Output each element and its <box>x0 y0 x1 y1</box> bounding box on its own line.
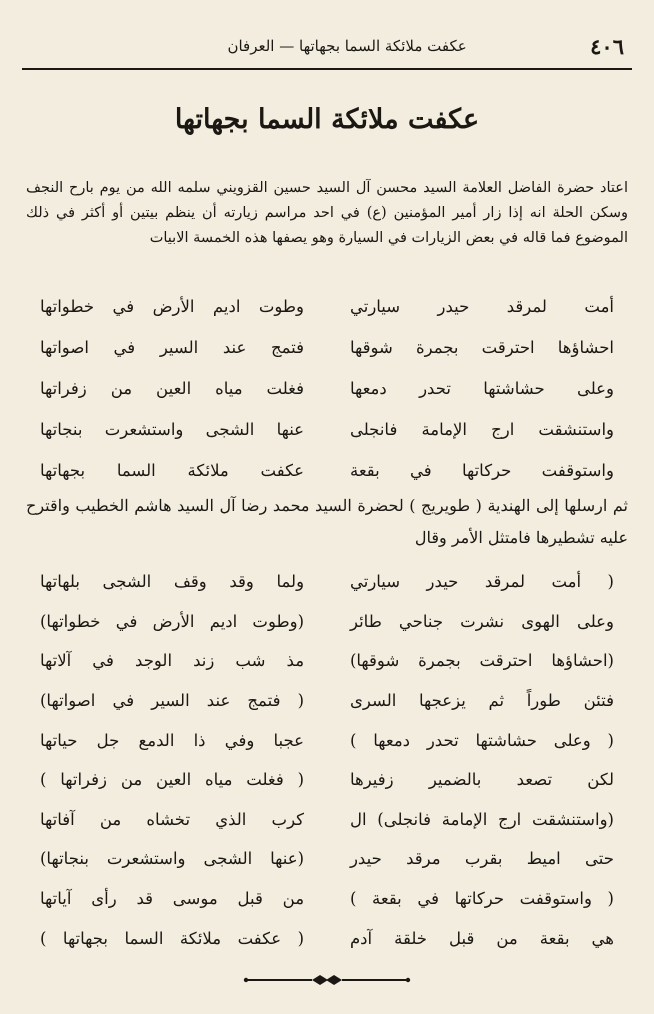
verse-first-hemistich: ( وعلى حشاشتها تحدر دمعها ) <box>349 730 614 750</box>
header-rule <box>22 68 632 70</box>
verse-first-hemistich: وعلى حشاشتها تحدر دمعها <box>349 379 614 398</box>
page-number: ٤٠٦ <box>590 33 624 59</box>
verse-first-hemistich: واستنشقت ارج الإمامة فانجلى <box>349 420 614 439</box>
poem-verse <box>40 800 614 840</box>
poem-verse <box>40 450 614 491</box>
verse-second-hemistich: ( عكفت ملائكة السما بجهاتها ) <box>40 928 305 948</box>
verse-first-hemistich: ( واستوقفت حركاتها في بقعة ) <box>349 889 614 909</box>
verse-second-hemistich: عكفت ملائكة السما بجهاتها <box>40 461 305 480</box>
poem-verse <box>40 327 614 368</box>
verse-first-hemistich: (احشاؤها احترقت بجمرة شوقها) <box>349 651 614 671</box>
verse-first-hemistich: حتى اميط بقرب مرقد حيدر <box>349 849 614 869</box>
intro-paragraph: اعتاد حضرة الفاضل العلامة السيد محسن آل السيد حسين القزويني سلمه الله من يوم بارح النجف وسكن الحلة انه إذا زار أمير المؤمنين (ع) في احد مراسم زيارته أن ينظم بيتين أو أكثر في ذلك الموضوع فما قاله في بعض الزيارات في السيارة وهو يصفها هذه الخمسة الابيات <box>26 180 628 246</box>
poem-verse <box>40 760 614 800</box>
verse-second-hemistich: مذ شب زند الوجد في آلاتها <box>40 651 305 671</box>
ornament-divider-icon <box>242 972 412 988</box>
poem-verse <box>40 839 614 879</box>
poem-verse <box>40 641 614 681</box>
poem-verse <box>40 879 614 919</box>
verse-second-hemistich: عجبا وفي ذا الدمع جل حياتها <box>40 730 305 750</box>
poem-verse <box>40 681 614 721</box>
verse-second-hemistich: فغلت مياه العين من زفراتها <box>40 379 305 398</box>
poem-verse <box>40 286 614 327</box>
verse-first-hemistich: وعلى الهوى نشرت جناحي طائر <box>349 611 614 631</box>
poem-verse <box>40 368 614 409</box>
poem-verse <box>40 720 614 760</box>
running-title: عكفت ملائكة السما بجهاتها — العرفان <box>227 37 467 55</box>
verse-second-hemistich: ( فغلت مياه العين من زفراتها ) <box>40 770 305 790</box>
verse-first-hemistich: واستوقفت حركاتها في بقعة <box>349 461 614 480</box>
transition-paragraph: ثم ارسلها إلى الهندية ( طويريج ) لحضرة السيد محمد رضا آل السيد هاشم الخطيب واقترح عليه تشطيرها فامتثل الأمر وقال <box>26 496 628 547</box>
poem-verse <box>40 918 614 958</box>
poem-verse <box>40 602 614 642</box>
verse-second-hemistich: كرب الذي تخشاه من آفاتها <box>40 809 305 829</box>
verse-first-hemistich: لكن تصعد بالضمير زفيرها <box>349 770 614 790</box>
verse-second-hemistich: ولما وقد وقف الشجى بلهاتها <box>40 572 305 592</box>
verse-first-hemistich: ( أمت لمرقد حيدر سيارتي <box>349 572 614 592</box>
expanded-poem <box>40 562 614 958</box>
verse-second-hemistich: وطوت اديم الأرض في خطواتها <box>40 297 305 316</box>
verse-first-hemistich: أمت لمرقد حيدر سيارتي <box>349 297 614 316</box>
verse-first-hemistich: احشاؤها احترقت بجمرة شوقها <box>349 338 614 357</box>
end-ornament <box>0 972 654 988</box>
verse-first-hemistich: هي بقعة من قبل خلقة آدم <box>349 928 614 948</box>
verse-first-hemistich: (واستنشقت ارج الإمامة فانجلى) ال <box>349 809 614 829</box>
verse-second-hemistich: (عنها الشجى واستشعرت بنجاتها) <box>40 849 305 869</box>
poem-verse <box>40 562 614 602</box>
poem-verse <box>40 409 614 450</box>
poem-title: عكفت ملائكة السما بجهاتها <box>174 104 480 135</box>
verse-second-hemistich: (وطوت اديم الأرض في خطواتها) <box>40 611 305 631</box>
original-poem <box>40 286 614 491</box>
page-header <box>24 28 630 64</box>
verse-second-hemistich: فتمج عند السير في اصواتها <box>40 338 305 357</box>
verse-second-hemistich: من قبل موسى قد رأى آياتها <box>40 889 305 909</box>
verse-first-hemistich: فتئن طوراً ثم يزعجها السرى <box>349 691 614 711</box>
verse-second-hemistich: ( فتمج عند السير في اصواتها) <box>40 691 305 711</box>
verse-second-hemistich: عنها الشجى واستشعرت بنجاتها <box>40 420 305 439</box>
